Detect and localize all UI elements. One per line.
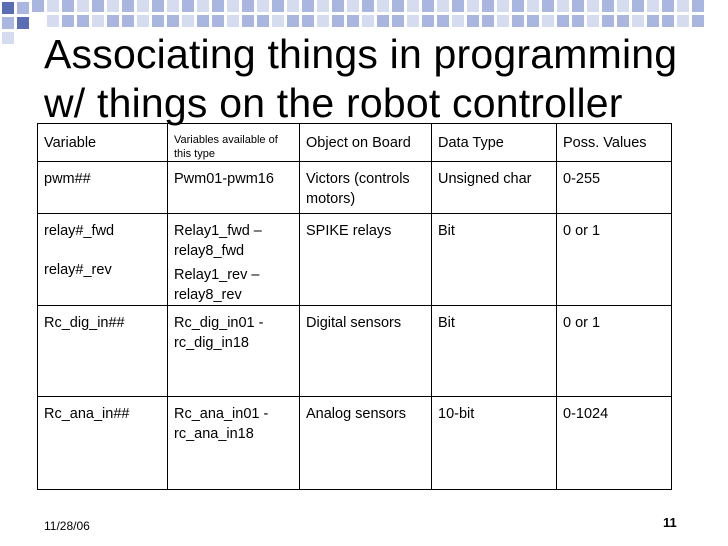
page-number: 11 <box>663 515 677 530</box>
banner-square <box>557 15 569 27</box>
banner-square <box>227 15 239 27</box>
cell-available <box>168 214 300 306</box>
banner-square <box>392 15 404 27</box>
banner-square <box>407 15 419 27</box>
banner-square <box>377 0 389 12</box>
banner-square <box>62 0 74 12</box>
banner-square <box>512 15 524 27</box>
banner-square <box>362 15 374 27</box>
banner-square <box>317 15 329 27</box>
cell-available: Rc_ana_in01 - rc_ana_in18 <box>168 397 300 490</box>
banner-square <box>272 0 284 12</box>
banner-square <box>662 0 674 12</box>
banner-square <box>677 0 689 12</box>
banner-square <box>542 0 554 12</box>
banner-square <box>587 15 599 27</box>
banner-square <box>377 15 389 27</box>
banner-square <box>692 0 704 12</box>
banner-square <box>557 0 569 12</box>
banner-square <box>317 0 329 12</box>
banner-square <box>107 15 119 27</box>
banner-square <box>92 15 104 27</box>
cell-object: Analog sensors <box>300 397 432 490</box>
banner-square <box>242 0 254 12</box>
banner-square <box>257 15 269 27</box>
cell-available: Rc_dig_in01 - rc_dig_in18 <box>168 306 300 397</box>
banner-square <box>467 15 479 27</box>
header-variable: Variable <box>38 124 168 162</box>
banner-square <box>437 0 449 12</box>
banner-square <box>122 15 134 27</box>
banner-square <box>452 0 464 12</box>
banner-square <box>422 0 434 12</box>
banner-square <box>632 0 644 12</box>
slide-title-line-2: w/ things on the robot controller <box>44 80 623 126</box>
table-header-row <box>38 124 672 162</box>
banner-square <box>407 0 419 12</box>
banner-square <box>602 0 614 12</box>
cell-variable-line: relay#_fwd <box>44 223 115 239</box>
banner-square <box>272 15 284 27</box>
banner-square <box>257 0 269 12</box>
cell-variable <box>38 214 168 306</box>
cell-values: 0 or 1 <box>557 214 672 306</box>
banner-square <box>92 0 104 12</box>
banner-square <box>482 15 494 27</box>
banner-square <box>182 0 194 12</box>
banner-square <box>422 15 434 27</box>
banner-square <box>452 15 464 27</box>
cell-variable: Rc_ana_in## <box>38 397 168 490</box>
banner-square <box>392 0 404 12</box>
banner-square <box>677 15 689 27</box>
banner-square <box>617 0 629 12</box>
checkered-corner <box>0 0 30 48</box>
table-row <box>38 306 672 397</box>
banner-square <box>32 0 44 12</box>
cell-object: Victors (controls motors) <box>300 162 432 214</box>
banner-square <box>197 15 209 27</box>
cell-available: Pwm01-pwm16 <box>168 162 300 214</box>
banner-square <box>212 0 224 12</box>
banner-square <box>482 0 494 12</box>
cell-object: Digital sensors <box>300 306 432 397</box>
banner-square <box>527 0 539 12</box>
banner-square <box>467 0 479 12</box>
banner-square <box>572 0 584 12</box>
table-row <box>38 397 672 490</box>
slide-title-line-1: Associating things in programming <box>44 31 678 77</box>
banner-square <box>212 15 224 27</box>
cell-type: Unsigned char <box>432 162 557 214</box>
banner-square <box>287 0 299 12</box>
banner-square <box>242 15 254 27</box>
banner-square <box>182 15 194 27</box>
banner-square <box>287 15 299 27</box>
banner-square <box>332 0 344 12</box>
banner-square <box>587 0 599 12</box>
banner-square <box>77 15 89 27</box>
banner-square <box>512 0 524 12</box>
cell-values: 0 or 1 <box>557 306 672 397</box>
slide-date: 11/28/06 <box>44 519 90 533</box>
banner-square <box>347 15 359 27</box>
banner-square <box>197 0 209 12</box>
banner-square <box>302 15 314 27</box>
corner-square <box>2 2 14 14</box>
banner-square <box>152 15 164 27</box>
cell-variable-line: relay#_rev <box>44 262 112 278</box>
banner-square <box>572 15 584 27</box>
cell-available-line: Relay1_rev – relay8_rev <box>174 267 260 303</box>
cell-variable: pwm## <box>38 162 168 214</box>
banner-square <box>47 15 59 27</box>
table-row <box>38 162 672 214</box>
banner-square <box>542 15 554 27</box>
banner-square <box>647 0 659 12</box>
cell-values: 0-255 <box>557 162 672 214</box>
cell-type: Bit <box>432 306 557 397</box>
banner-square <box>437 15 449 27</box>
banner-square <box>302 0 314 12</box>
banner-square <box>647 15 659 27</box>
banner-square <box>332 15 344 27</box>
banner-square <box>152 0 164 12</box>
cell-variable: Rc_dig_in## <box>38 306 168 397</box>
banner-square <box>497 15 509 27</box>
banner-square <box>122 0 134 12</box>
table-row <box>38 214 672 306</box>
banner-square <box>227 0 239 12</box>
cell-type: 10-bit <box>432 397 557 490</box>
banner-square <box>137 15 149 27</box>
header-available: Variables available of this type <box>168 124 300 162</box>
banner-square <box>617 15 629 27</box>
banner-square <box>167 0 179 12</box>
slide-title <box>44 30 704 128</box>
banner-square <box>497 0 509 12</box>
banner-square <box>662 15 674 27</box>
banner-square <box>77 0 89 12</box>
checkered-banner <box>0 0 728 30</box>
header-object: Object on Board <box>300 124 432 162</box>
banner-square <box>107 0 119 12</box>
banner-square <box>527 15 539 27</box>
header-values: Poss. Values <box>557 124 672 162</box>
banner-square <box>62 15 74 27</box>
banner-square <box>692 15 704 27</box>
corner-square <box>17 2 29 14</box>
header-type: Data Type <box>432 124 557 162</box>
corner-square <box>17 17 29 29</box>
banner-square <box>167 15 179 27</box>
banner-square <box>632 15 644 27</box>
corner-square <box>2 32 14 44</box>
banner-square <box>347 0 359 12</box>
cell-object: SPIKE relays <box>300 214 432 306</box>
variables-table <box>37 123 672 490</box>
banner-square <box>602 15 614 27</box>
cell-values: 0-1024 <box>557 397 672 490</box>
cell-available-line: Relay1_fwd – relay8_fwd <box>174 223 262 259</box>
corner-square <box>2 17 14 29</box>
banner-square <box>137 0 149 12</box>
banner-square <box>362 0 374 12</box>
banner-square <box>47 0 59 12</box>
cell-type: Bit <box>432 214 557 306</box>
